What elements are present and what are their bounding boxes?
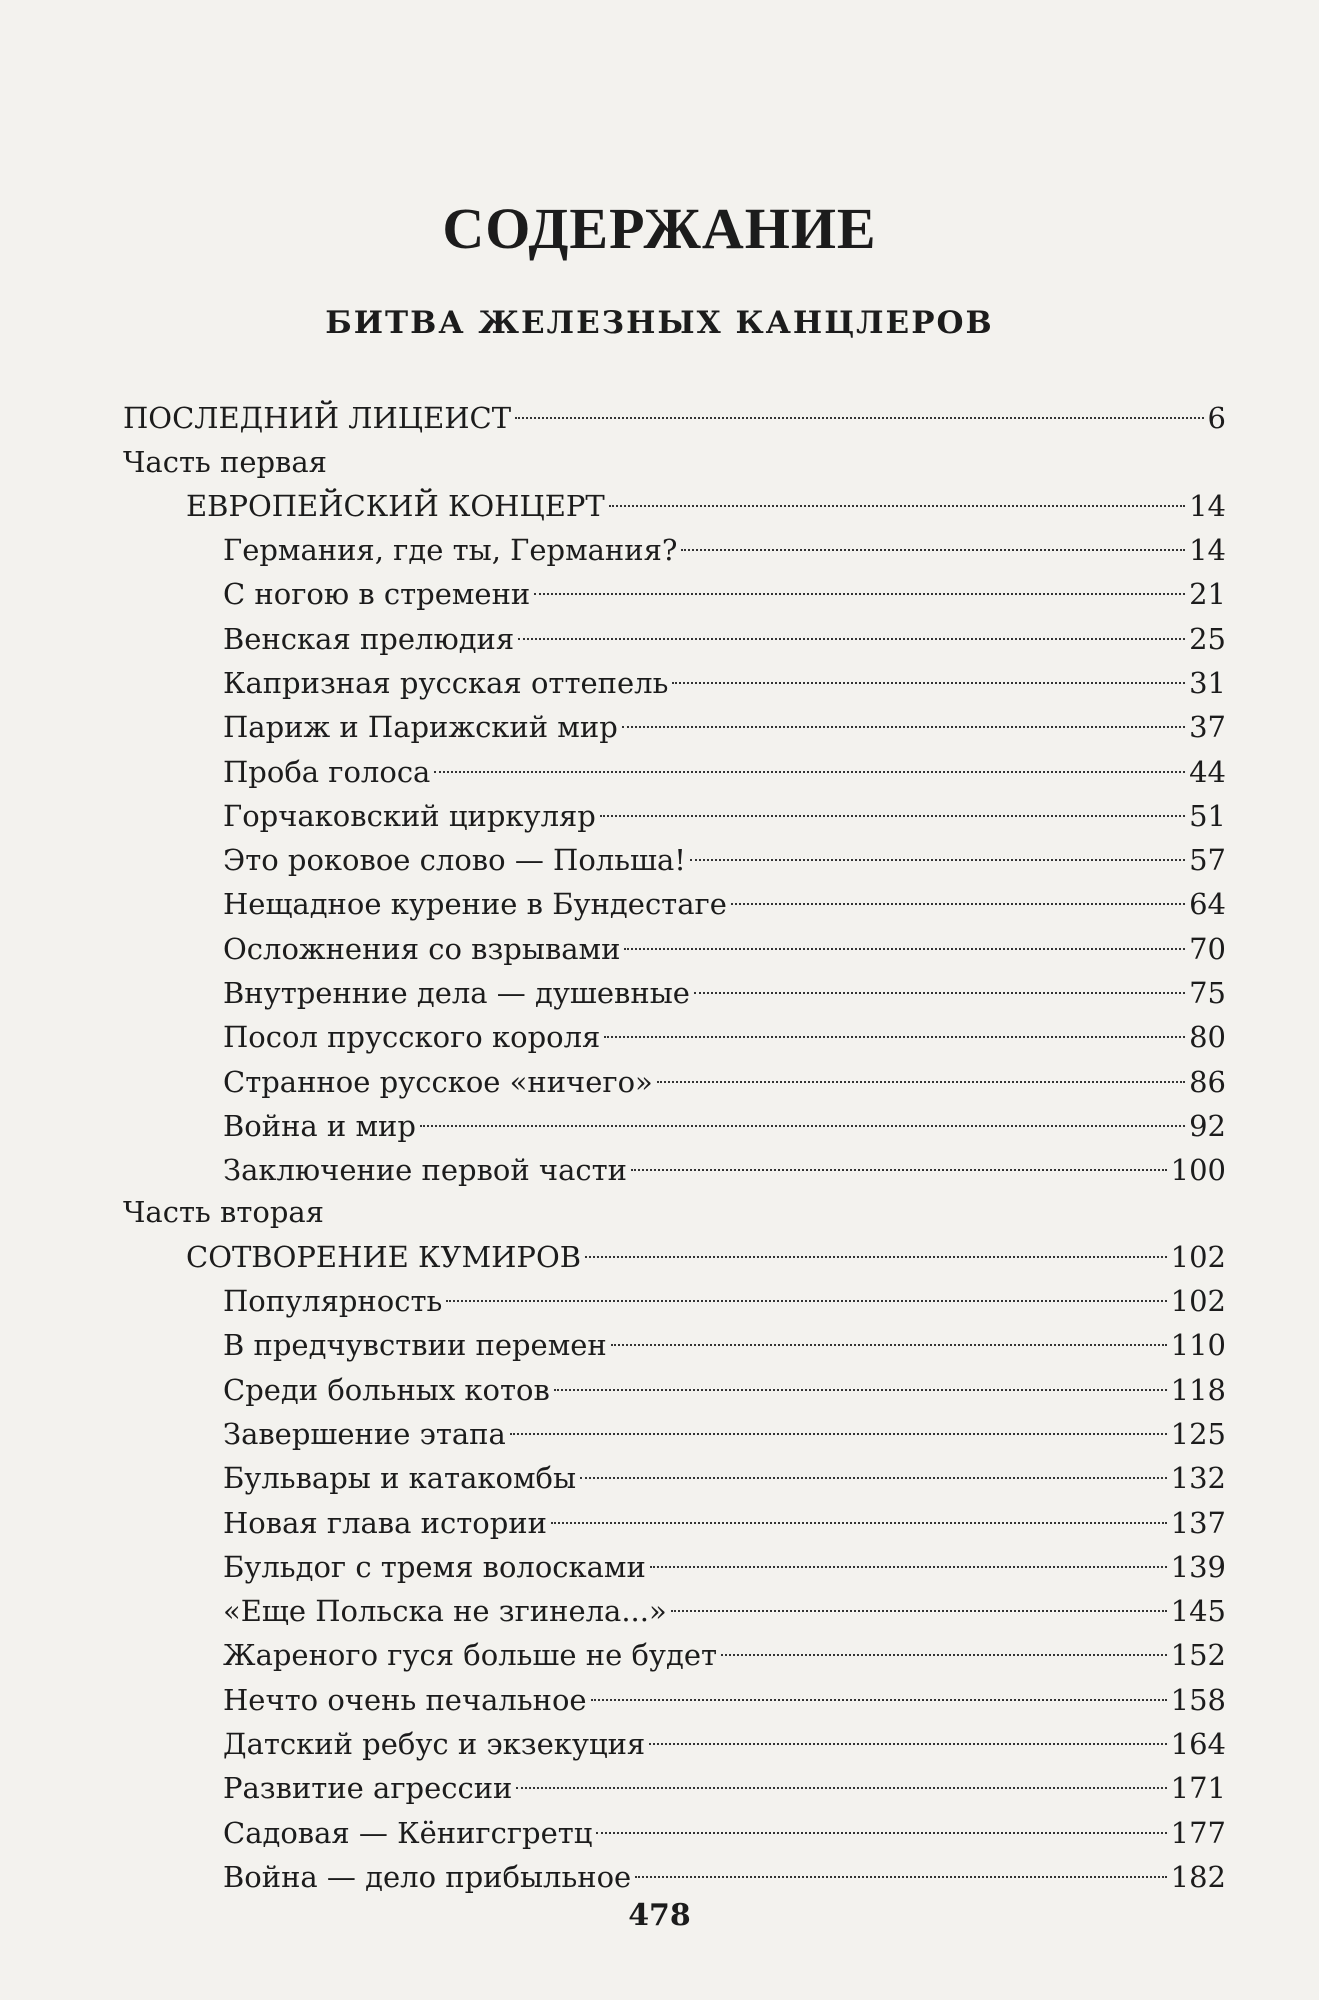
toc-chapter[interactable]: [223, 1722, 1226, 1766]
toc-chapter-page: 37: [1189, 710, 1226, 745]
toc-chapter-title: Среди больных котов: [223, 1372, 550, 1407]
toc-chapter-page: 92: [1189, 1108, 1226, 1143]
toc-chapter[interactable]: [223, 1104, 1226, 1148]
dot-leader: [580, 1477, 1167, 1479]
toc-chapter-title: Горчаковский циркуляр: [223, 798, 596, 833]
toc-chapter-title: Париж и Парижский мир: [223, 710, 618, 745]
toc-chapter-page: 100: [1170, 1153, 1226, 1188]
toc-chapter-page: 125: [1170, 1416, 1226, 1451]
toc-chapter[interactable]: [223, 1811, 1226, 1855]
toc-chapter[interactable]: [223, 1545, 1226, 1589]
toc-chapter-title: Германия, где ты, Германия?: [223, 533, 678, 567]
part-label: Часть вторая: [123, 1195, 324, 1229]
toc-section[interactable]: [186, 484, 1226, 528]
dot-leader: [624, 948, 1185, 950]
toc-chapter-title: Внутренние дела — душевные: [223, 976, 690, 1010]
toc-entry-prologue[interactable]: [123, 396, 1226, 440]
toc-chapter[interactable]: [223, 1015, 1226, 1059]
dot-leader: [518, 638, 1185, 640]
toc-chapter[interactable]: [223, 1368, 1226, 1412]
toc-chapter-page: 137: [1170, 1505, 1226, 1540]
toc-chapter-page: 21: [1189, 577, 1226, 612]
toc-chapter-page: 152: [1170, 1638, 1226, 1673]
toc-section-page: 102: [1170, 1240, 1226, 1274]
toc-chapter[interactable]: [223, 838, 1226, 882]
dot-leader: [657, 1081, 1185, 1083]
toc-chapter-page: 64: [1189, 887, 1226, 922]
toc-chapter-page: 80: [1189, 1020, 1226, 1055]
dot-leader: [609, 505, 1185, 507]
toc-chapter[interactable]: [223, 572, 1226, 616]
toc-chapter-page: 102: [1170, 1284, 1226, 1318]
toc-chapter-title: Новая глава истории: [223, 1505, 547, 1540]
dot-leader: [534, 593, 1185, 595]
toc-chapter-page: 171: [1170, 1771, 1226, 1806]
toc-chapter-title: Завершение этапа: [223, 1416, 506, 1451]
toc-chapter[interactable]: [223, 528, 1226, 572]
page-number: 478: [628, 1898, 691, 1933]
toc-chapter[interactable]: [223, 1678, 1226, 1722]
toc-chapter-page: 86: [1189, 1064, 1226, 1099]
dot-leader: [671, 1610, 1167, 1612]
toc-chapter-page: 177: [1170, 1815, 1226, 1850]
toc-chapter-title: Популярность: [223, 1284, 443, 1318]
dot-leader: [510, 1433, 1167, 1435]
toc-chapter-title: Странное русское «ничего»: [223, 1064, 653, 1099]
dot-leader: [596, 1832, 1166, 1834]
toc-chapter-page: 158: [1170, 1682, 1226, 1717]
toc-chapter[interactable]: [223, 1589, 1226, 1633]
toc-chapter-page: 14: [1189, 533, 1226, 567]
dot-leader: [690, 859, 1185, 861]
toc-chapter-page: 44: [1189, 754, 1226, 789]
dot-leader: [515, 417, 1203, 419]
toc-chapter-page: 139: [1170, 1549, 1226, 1584]
toc-chapter-title: Проба голоса: [223, 754, 431, 789]
dot-leader: [622, 726, 1185, 728]
toc-section[interactable]: [186, 1235, 1226, 1279]
dot-leader: [672, 682, 1185, 684]
toc-entry-title: ПОСЛЕДНИЙ ЛИЦЕИСТ: [123, 401, 512, 435]
toc-chapter-page: 145: [1170, 1594, 1226, 1629]
toc-entry-page: 6: [1207, 401, 1226, 435]
toc-chapter[interactable]: [223, 1323, 1226, 1367]
toc-chapter[interactable]: [223, 750, 1226, 794]
toc-chapter-page: 132: [1170, 1461, 1226, 1496]
dot-leader: [650, 1566, 1167, 1568]
toc-chapter[interactable]: [223, 1633, 1226, 1677]
toc-chapter-page: 51: [1189, 798, 1226, 833]
dot-leader: [731, 903, 1185, 905]
toc-chapter[interactable]: [223, 1060, 1226, 1104]
toc-chapter-page: 31: [1189, 665, 1226, 700]
toc-chapter[interactable]: [223, 617, 1226, 661]
dot-leader: [694, 992, 1185, 994]
toc-chapter-page: 57: [1189, 843, 1226, 878]
dot-leader: [434, 771, 1185, 773]
dot-leader: [591, 1699, 1167, 1701]
dot-leader: [721, 1654, 1167, 1656]
toc-chapter[interactable]: [223, 971, 1226, 1015]
toc-chapter-page: 118: [1170, 1372, 1226, 1407]
dot-leader: [554, 1389, 1167, 1391]
toc-chapter[interactable]: [223, 661, 1226, 705]
toc-chapter[interactable]: [223, 1501, 1226, 1545]
toc-chapter[interactable]: [223, 794, 1226, 838]
toc-chapter[interactable]: [223, 882, 1226, 926]
toc-chapter-title: Капризная русская оттепель: [223, 665, 669, 700]
toc-chapter-page: 25: [1189, 621, 1226, 656]
dot-leader: [600, 815, 1185, 817]
dot-leader: [649, 1743, 1166, 1745]
toc-chapter-title: Нечто очень печальное: [223, 1682, 587, 1717]
toc-chapter-title: Осложнения со взрывами: [223, 931, 621, 966]
toc-chapter-title: Это роковое слово — Польша!: [223, 843, 686, 878]
toc-chapter-page: 70: [1189, 931, 1226, 966]
toc-chapter-page: 164: [1170, 1727, 1226, 1761]
toc-chapter-title: С ногою в стремени: [223, 577, 531, 612]
dot-leader: [551, 1522, 1167, 1524]
dot-leader: [604, 1036, 1185, 1038]
toc-chapter-title: В предчувствии перемен: [223, 1328, 607, 1363]
toc-chapter-title: Датский ребус и экзекуция: [223, 1727, 646, 1761]
toc-chapter[interactable]: [223, 1855, 1226, 1899]
toc-section-title: СОТВОРЕНИЕ КУМИРОВ: [186, 1240, 582, 1274]
page-title: СОДЕРЖАНИЕ: [442, 196, 877, 261]
dot-leader: [446, 1300, 1166, 1302]
toc-chapter-title: Бульвары и катакомбы: [223, 1461, 577, 1496]
toc-chapter-title: Венская прелюдия: [223, 621, 515, 656]
toc-chapter-page: 182: [1170, 1859, 1226, 1894]
toc-chapter-title: Война и мир: [223, 1108, 416, 1143]
book-subtitle: БИТВА ЖЕЛЕЗНЫХ КАНЦЛЕРОВ: [325, 305, 994, 341]
toc-chapter-title: Нещадное курение в Бундестаге: [223, 887, 727, 922]
toc-chapter[interactable]: [223, 1766, 1226, 1810]
toc-chapter[interactable]: [223, 1148, 1226, 1192]
toc-chapter[interactable]: [223, 1279, 1226, 1323]
toc-chapter-page: 75: [1189, 976, 1226, 1010]
toc-chapter-title: Бульдог с тремя волосками: [223, 1549, 646, 1584]
toc-section-title: ЕВРОПЕЙСКИЙ КОНЦЕРТ: [186, 489, 605, 523]
toc-section-page: 14: [1189, 489, 1226, 523]
dot-leader: [420, 1125, 1185, 1127]
dot-leader: [516, 1787, 1166, 1789]
dot-leader: [611, 1344, 1167, 1346]
toc-chapter-title: Война — дело прибыльное: [223, 1859, 632, 1894]
dot-leader: [585, 1256, 1167, 1258]
toc-chapter-title: Садовая — Кёнигсгретц: [223, 1815, 593, 1850]
toc-chapter-title: «Еще Польска не згинела...»: [223, 1594, 667, 1629]
dot-leader: [631, 1169, 1167, 1171]
toc-chapter[interactable]: [223, 705, 1226, 749]
toc-chapter-title: Развитие агрессии: [223, 1771, 513, 1806]
toc-chapter-title: Заключение первой части: [223, 1153, 627, 1188]
toc-chapter-title: Посол прусского короля: [223, 1020, 601, 1055]
part-label: Часть первая: [123, 445, 327, 479]
toc-chapter[interactable]: [223, 927, 1226, 971]
toc-chapter-title: Жареного гуся больше не будет: [223, 1638, 718, 1673]
dot-leader: [635, 1876, 1166, 1878]
toc-chapter[interactable]: [223, 1456, 1226, 1500]
toc-chapter-page: 110: [1170, 1328, 1226, 1363]
toc-chapter[interactable]: [223, 1412, 1226, 1456]
dot-leader: [681, 549, 1185, 551]
